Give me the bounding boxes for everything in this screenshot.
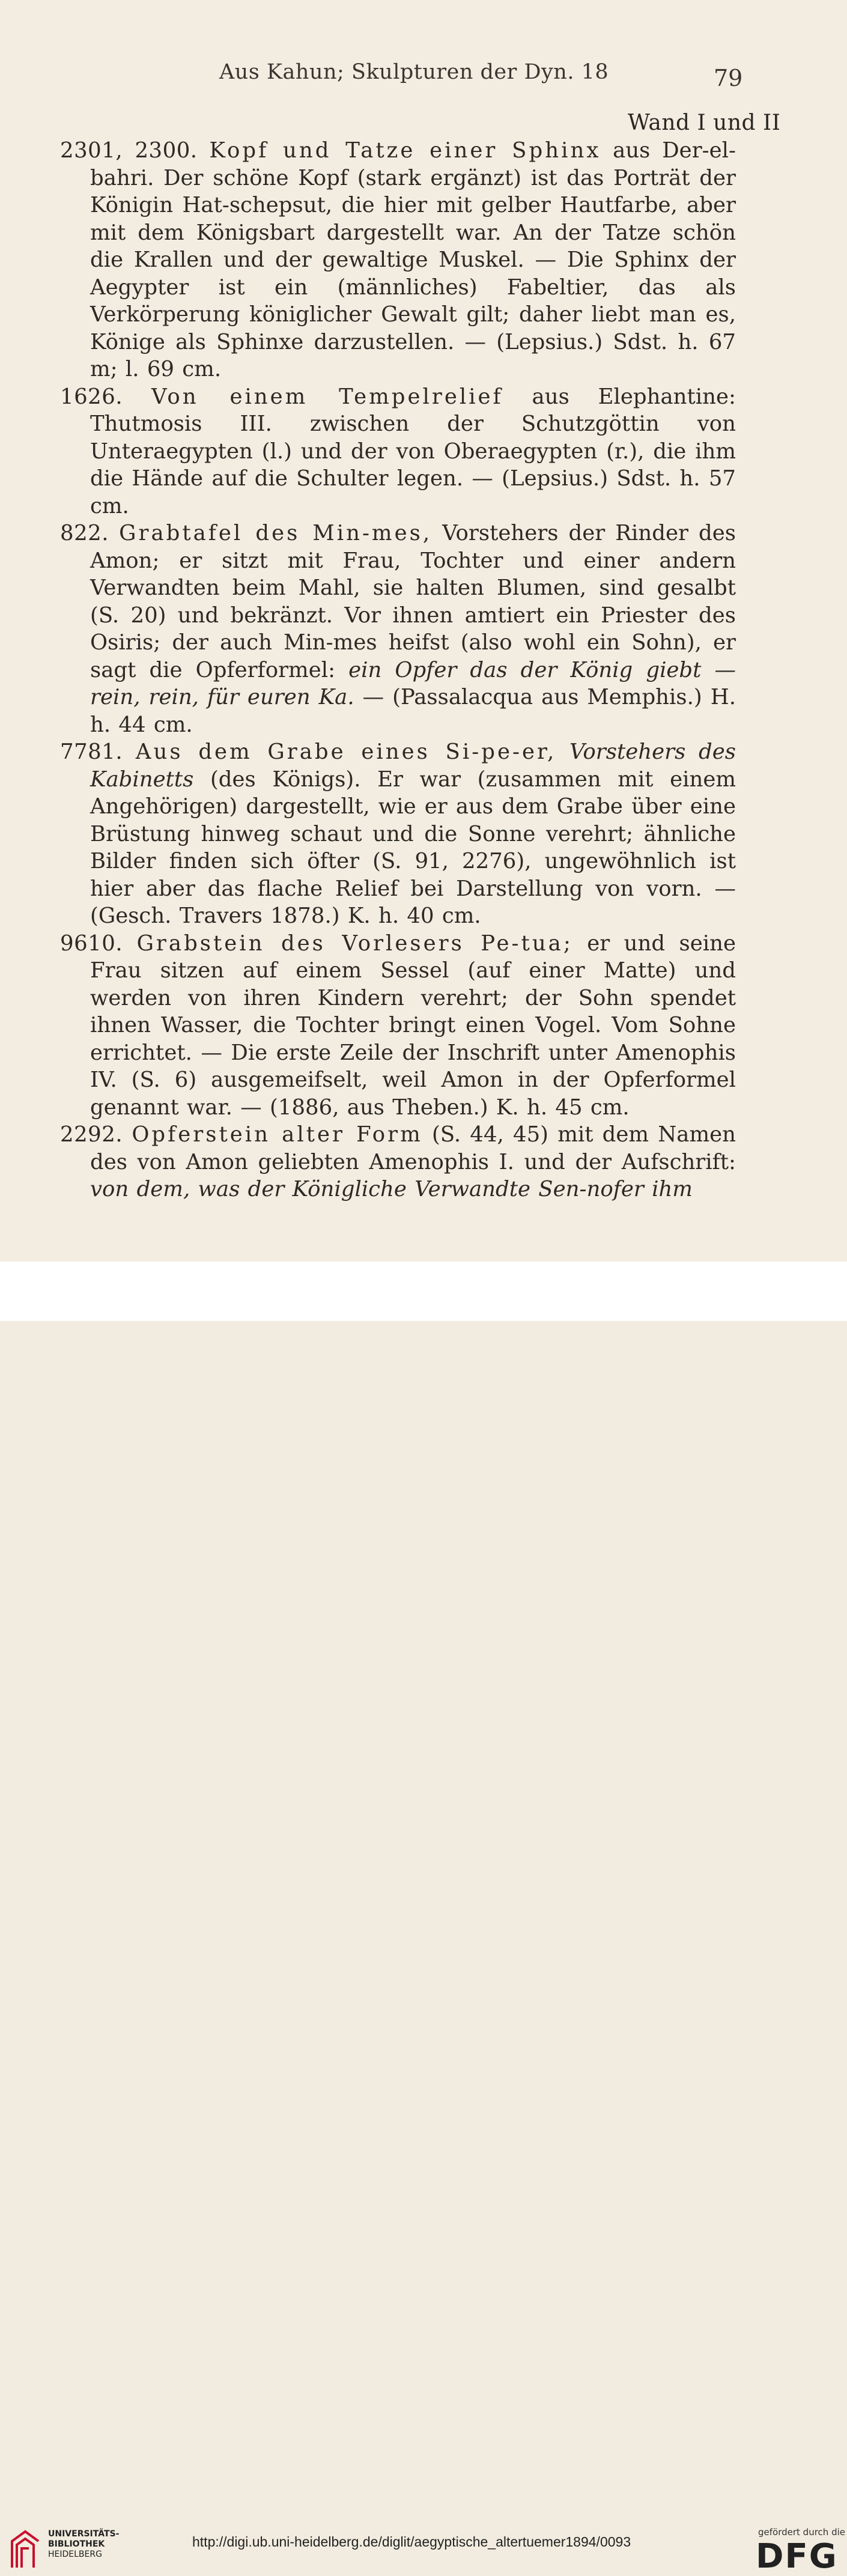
entry-title: Aus dem Grabe eines Si-pe-er, xyxy=(135,740,557,764)
entry-number: 7781. xyxy=(60,740,123,764)
entry-italic-text: Vorstehers des Kabinetts xyxy=(90,740,736,792)
entry-title: Opferstein alter Form xyxy=(132,1122,423,1147)
scanned-page xyxy=(0,0,847,1262)
section-label: Wand I und II xyxy=(628,111,781,135)
entry-number: 9610. xyxy=(60,931,123,956)
entry-title: Kopf und Tatze einer Sphinx xyxy=(209,138,601,163)
source-url-link[interactable]: http://digi.ub.uni-heidelberg.de/diglit/aegyptische_altertuemer1894/0093 xyxy=(192,2534,631,2550)
catalog-entry xyxy=(60,383,736,520)
entry-text: (des Königs). Er war (zusammen mit einem Angehörigen) dargestellt, wie er aus dem Grabe über eine Brüstung hinweg schaut und die Sonne verehrt; ähnliche Bilder finden sich öfter (S. 91, 2276), ungewöhnlich ist hier aber das flache Relief bei Darstellung von vorn. — (Gesch. Travers 1878.) K. h. 40 cm. xyxy=(90,767,736,928)
catalog-entry xyxy=(60,520,736,738)
entry-title: Grabstein des Vorlesers Pe-tua; xyxy=(136,931,573,956)
entry-number: 2301, 2300. xyxy=(60,138,198,163)
entry-title: Von einem Tempelrelief xyxy=(151,384,503,409)
entry-italic-text: von dem, was der Königliche Verwandte Sen-nofer ihm xyxy=(90,1177,693,1201)
entry-text: aus Der-el-bahri. Der schöne Kopf (stark ergänzt) ist das Porträt der Königin Hat-schepsut, die hier mit gelber Hautfarbe, aber mit dem Königsbart dargestellt war. An der Tatze schön die Krallen und der gewaltige Muskel. — Die Sphinx der Aegypter ist ein (männliches) Fabeltier, das als Verkörperung königlicher Gewalt gilt; daher liebt man es, Könige als Sphinxe darzustellen. — (Lepsius.) Sdst. h. 67 m; l. 69 cm. xyxy=(90,138,736,381)
page-number: 79 xyxy=(714,65,743,91)
digitization-footer xyxy=(0,1262,847,2576)
entry-italic-text: ein Opfer das der König giebt — rein, rein, für euren Ka. xyxy=(90,657,736,709)
entry-text: — (Passalacqua aus Memphis.) H. h. 44 cm. xyxy=(90,685,736,737)
catalog-entry xyxy=(60,1121,736,1203)
catalog-entry xyxy=(60,738,736,930)
entry-text: er und seine Frau sitzen auf einem Sessel (auf einer Matte) und werden von ihren Kindern verehrt; der Sohn spendet ihnen Wasser, die Tochter bringt einen Vogel. Vom Sohne errichtet. — Die erste Zeile der Inschrift unter Amenophis IV. (S. 6) ausgemeifselt, weil Amon in der Opferformel genannt war. — (1886, aus Theben.) K. h. 45 cm. xyxy=(90,931,736,1120)
dfg-logo: DFG xyxy=(756,2537,838,2576)
entry-text: Vorstehers der Rinder des Amon; er sitzt mit Frau, Tochter und einer andern Verwandten beim Mahl, sie halten Blumen, sind gesalbt (S. 20) und bekränzt. Vor ihnen amtiert ein Priester des Osiris; der auch Min-mes heifst (also wohl ein Sohn), er sagt die Opferformel: xyxy=(90,521,736,682)
catalog-entry xyxy=(60,930,736,1122)
entry-number: 1626. xyxy=(60,384,123,409)
entry-title: Grabtafel des Min-mes, xyxy=(119,521,433,545)
university-library-logo-icon xyxy=(7,2528,43,2571)
entry-number: 822. xyxy=(60,521,109,545)
library-name: UNIVERSITÄTS- BIBLIOTHEK HEIDELBERG xyxy=(48,2529,120,2559)
catalog-entries xyxy=(60,137,736,1203)
entry-text: (S. 44, 45) mit dem Namen des von Amon geliebten Amenophis I. und der Aufschrift: xyxy=(90,1122,736,1174)
running-title: Aus Kahun; Skulpturen der Dyn. 18 xyxy=(219,60,609,84)
catalog-entry xyxy=(60,137,736,383)
entry-number: 2292. xyxy=(60,1122,123,1147)
entry-text: aus Elephantine: Thutmosis III. zwischen der Schutzgöttin von Unteraegypten (l.) und der von Oberaegypten (r.), die ihm die Hände auf die Schulter legen. — (Lepsius.) Sdst. h. 57 cm. xyxy=(90,384,736,518)
funded-by-label: gefördert durch die xyxy=(758,2527,845,2538)
